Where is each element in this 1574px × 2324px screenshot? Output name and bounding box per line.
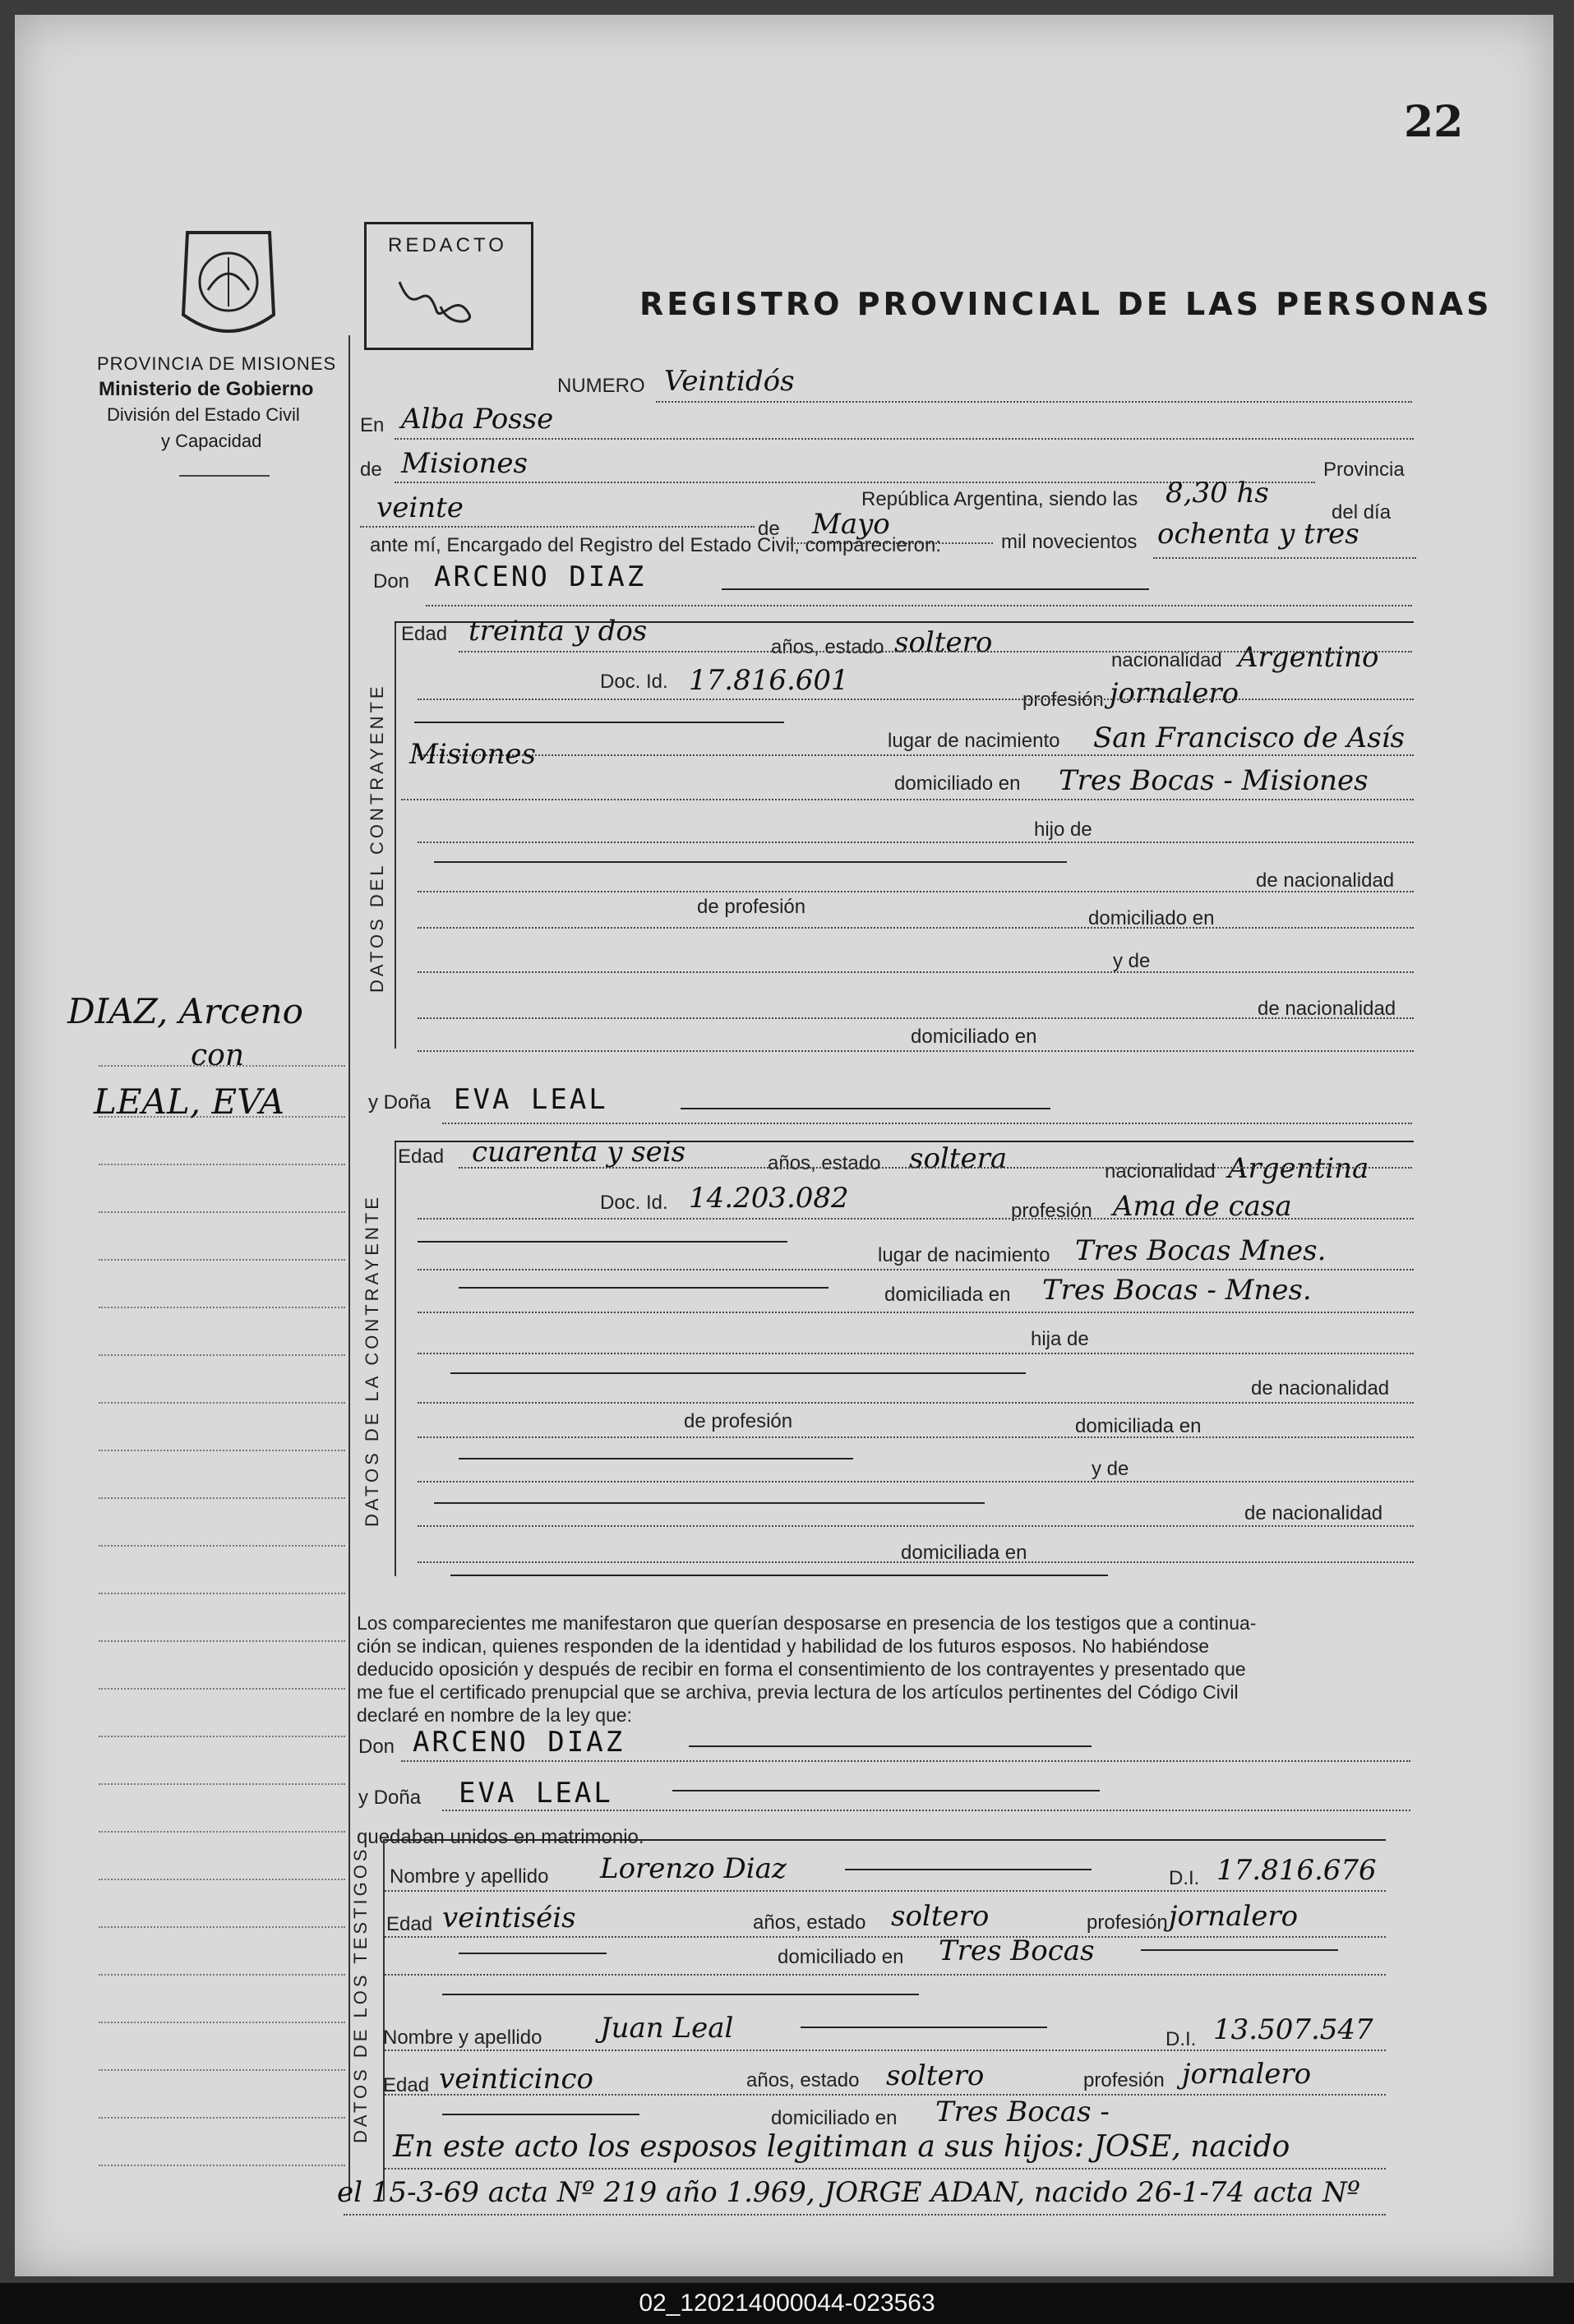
margin-note-line2: con (191, 1039, 245, 1072)
republica-label: República Argentina, siendo las (861, 488, 1138, 510)
c-de-nac-label: de nacionalidad (1256, 869, 1395, 892)
f-edad-label: Edad (398, 1146, 445, 1168)
f-dom-label: domiciliada en (884, 1284, 1011, 1306)
agency-line2: Ministerio de Gobierno (99, 378, 314, 400)
c-nac-label: nacionalidad (1111, 649, 1222, 671)
de-mes-label: de (758, 518, 780, 540)
page-number: 22 (1404, 97, 1464, 147)
f-dom2-label: domiciliada en (1075, 1415, 1202, 1437)
c-hijo-label: hijo de (1034, 818, 1092, 841)
f-prof-label: profesión (1011, 1200, 1092, 1222)
dia-value: veinte (376, 491, 464, 524)
redacto-label: REDACTO (388, 234, 507, 256)
t1-edad-label: Edad (386, 1913, 433, 1935)
t1-dom-label: domiciliado en (778, 1946, 904, 1968)
decl-don-label: Don (358, 1736, 395, 1758)
redacto-stamp (364, 222, 533, 350)
decl-don-value: ARCENO DIAZ (413, 1726, 625, 1759)
c-de-prof-label: de profesión (697, 896, 806, 918)
en-label: En (360, 414, 385, 436)
t2-prof-label: profesión (1083, 2069, 1165, 2091)
legitimation-line1: En este acto los esposos legitiman a sus hijos: JOSE, nacido (393, 2130, 1290, 2164)
f-edad-value: cuarenta y seis (472, 1136, 686, 1169)
provincia-label: Provincia (1323, 459, 1405, 481)
t1-prof-label: profesión (1087, 1911, 1168, 1934)
contrayenta-name: EVA LEAL (454, 1083, 608, 1116)
declaration-line3: deducido oposición y después de recibir en forma el consentimiento de los contrayentes y presentado que (357, 1658, 1246, 1680)
form-title: REGISTRO PROVINCIAL DE LAS PERSONAS (639, 286, 1493, 322)
legitimation-line2: el 15-3-69 acta Nº 219 año 1.969, JORGE ADAN, nacido 26-1-74 acta Nº (337, 2176, 1360, 2209)
declaration-line2: ción se indican, quienes responden de la identidad y habilidad de los futuros esposos. No habiéndose (357, 1635, 1209, 1657)
c-edad-label: Edad (401, 623, 448, 645)
f-lugar-label: lugar de nacimiento (878, 1244, 1050, 1266)
agency-line4: y Capacidad (161, 431, 262, 451)
declaration-line1: Los comparecientes me manifestaron que querían desposarse en presencia de los testigos que a continua- (357, 1612, 1257, 1634)
c-dom3-label: domiciliado en (911, 1026, 1037, 1048)
t1-prof-value: jornalero (1169, 1900, 1299, 1933)
t2-estado-value: soltero (886, 2059, 985, 2092)
t2-nombre-value: Juan Leal (600, 2012, 734, 2045)
c-dom-value: Tres Bocas - Misiones (1059, 764, 1369, 797)
t1-nombre-label: Nombre y apellido (390, 1865, 549, 1888)
numero-value: Veintidós (664, 365, 795, 398)
f-doc-label: Doc. Id. (600, 1192, 668, 1214)
f-dom-value: Tres Bocas - Mnes. (1042, 1274, 1312, 1307)
c-y-de-label: y de (1113, 950, 1151, 972)
agency-line1: PROVINCIA DE MISIONES (97, 353, 337, 374)
de-value: Misiones (401, 447, 528, 480)
ante-label: ante mí, Encargado del Registro del Estado Civil, comparecieron: (370, 534, 942, 556)
c-nac-value: Argentino (1238, 641, 1379, 674)
t2-edad-value: veinticinco (439, 2063, 593, 2096)
c-dom2-label: domiciliado en (1088, 907, 1215, 929)
c-dom-label: domiciliado en (894, 772, 1021, 795)
scan-footer (0, 2283, 1574, 2324)
t2-dom-value: Tres Bocas - (935, 2096, 1110, 2128)
c-doc-value: 17.816.601 (689, 664, 849, 697)
t1-di-label: D.I. (1169, 1867, 1200, 1889)
f-anios-label: años, estado (768, 1152, 881, 1174)
t2-nombre-label: Nombre y apellido (383, 2027, 542, 2049)
mes-value: Mayo (812, 508, 890, 541)
c-edad-value: treinta y dos (469, 615, 648, 648)
dona-label: y Doña (368, 1091, 432, 1114)
provincial-seal-icon (171, 224, 286, 348)
decl-dona-value: EVA LEAL (459, 1777, 613, 1810)
decl-unidos: quedaban unidos en matrimonio. (357, 1826, 644, 1848)
anio-value: ochenta y tres (1157, 518, 1359, 551)
t2-dom-label: domiciliado en (771, 2107, 898, 2129)
t2-di-label: D.I. (1165, 2028, 1197, 2050)
declaration-line5: declaré en nombre de la ley que: (357, 1704, 632, 1726)
c-lugar-label: lugar de nacimiento (888, 730, 1060, 752)
c-prof-label: profesión (1022, 689, 1104, 711)
f-nac-value: Argentina (1228, 1152, 1369, 1185)
mil-label: mil novecientos (1001, 531, 1138, 553)
margin-note-line3: LEAL, EVA (94, 1081, 284, 1122)
t1-di-value: 17.816.676 (1216, 1854, 1377, 1887)
c-prof-value: jornalero (1110, 677, 1239, 710)
c-lugar-value2: Misiones (409, 738, 536, 771)
contrayente-side-label: DATOS DEL CONTRAYENTE (367, 683, 387, 993)
f-de-nac-label: de nacionalidad (1251, 1377, 1390, 1399)
f-de-prof-label: de profesión (684, 1410, 793, 1432)
t2-anios-label: años, estado (746, 2069, 860, 2091)
c-doc-label: Doc. Id. (600, 671, 668, 693)
f-hija-label: hija de (1031, 1328, 1089, 1350)
testigos-side-label: DATOS DE LOS TESTIGOS (350, 1846, 371, 2143)
c-de-nac2-label: de nacionalidad (1258, 998, 1396, 1020)
declaration-line4: me fue el certificado prenupcial que se archiva, previa lectura de los artículos pertinentes del Código Civil (357, 1681, 1239, 1703)
t1-dom-value: Tres Bocas (939, 1934, 1095, 1967)
don-label: Don (373, 570, 410, 593)
de-label: de (360, 459, 382, 481)
t2-edad-label: Edad (383, 2074, 430, 2096)
c-anios-label: años, estado (771, 636, 884, 658)
f-estado-value: soltera (909, 1142, 1008, 1175)
numero-label: NUMERO (557, 375, 645, 397)
t1-nombre-value: Lorenzo Diaz (600, 1852, 787, 1885)
scan-footer-id: 02_120214000044-023563 (639, 2289, 935, 2317)
t1-estado-value: soltero (891, 1900, 990, 1933)
t2-prof-value: jornalero (1182, 2058, 1312, 2091)
f-prof-value: Ama de casa (1113, 1190, 1292, 1223)
document-page (15, 15, 1553, 2276)
decl-dona-label: y Doña (358, 1787, 422, 1809)
margin-note-line1: DIAZ, Arceno (67, 991, 303, 1031)
hora-value: 8,30 hs (1165, 477, 1269, 510)
f-doc-value: 14.203.082 (689, 1182, 849, 1215)
t1-edad-value: veintiséis (442, 1902, 576, 1934)
redacto-initials-icon (391, 265, 490, 331)
f-de-nac2-label: de nacionalidad (1244, 1502, 1383, 1524)
contrayenta-side-label: DATOS DE LA CONTRAYENTE (362, 1194, 382, 1527)
f-dom3-label: domiciliada en (901, 1542, 1027, 1564)
agency-line3: División del Estado Civil (107, 404, 300, 425)
t1-anios-label: años, estado (753, 1911, 866, 1934)
t2-di-value: 13.507.547 (1213, 2013, 1373, 2046)
f-y-de-label: y de (1092, 1458, 1129, 1480)
en-value: Alba Posse (401, 403, 554, 436)
contrayente-name: ARCENO DIAZ (434, 560, 647, 593)
f-lugar-value: Tres Bocas Mnes. (1075, 1234, 1327, 1267)
f-nac-label: nacionalidad (1105, 1160, 1216, 1183)
c-lugar-value: San Francisco de Asís (1093, 722, 1405, 754)
del-dia-label: del día (1332, 501, 1392, 523)
c-estado-value: soltero (894, 626, 993, 659)
